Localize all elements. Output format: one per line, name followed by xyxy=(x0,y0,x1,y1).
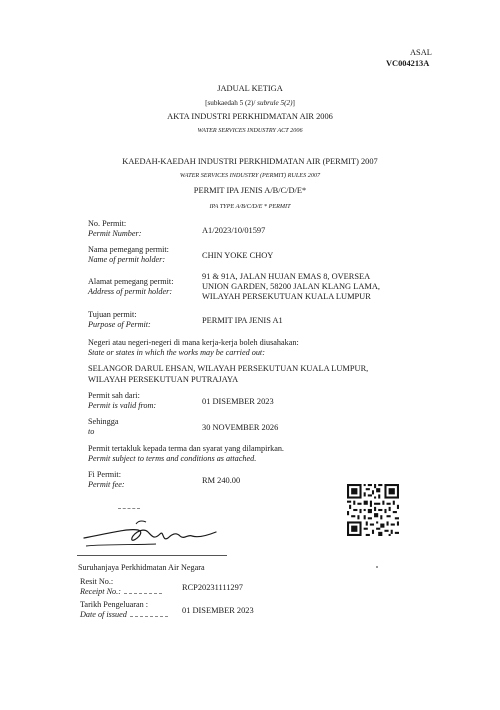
serial-number: VC004213A xyxy=(386,59,430,68)
valid-to-value: 30 NOVEMBER 2026 xyxy=(202,423,279,432)
issue-label-en: Date of issued xyxy=(80,610,127,619)
qr-code-icon xyxy=(347,484,399,536)
fee-label-bm: Fi Permit: xyxy=(88,470,121,479)
conditions-en: Permit subject to terms and conditions as attached. xyxy=(88,454,257,463)
holder-label-en: Name of permit holder: xyxy=(88,255,166,264)
valid-from-label-bm: Permit sah dari: xyxy=(88,391,140,400)
issue-label-bm: Tarikh Pengeluaran : xyxy=(80,600,149,609)
rules-title-en: WATER SERVICES INDUSTRY (PERMIT) RULES 2007 xyxy=(179,172,321,179)
authority-name: Suruhanjaya Perkhidmatan Air Negara xyxy=(78,563,205,572)
permit-type-bm: PERMIT IPA JENIS A/B/C/D/E* xyxy=(193,186,307,195)
address-label-en: Address of permit holder: xyxy=(88,287,173,296)
permit-number-label-bm: No. Permit: xyxy=(88,219,127,228)
scan-speck xyxy=(376,566,378,568)
fee-label-en: Permit fee: xyxy=(88,480,125,489)
states-line: WILAYAH PERSEKUTUAN PUTRAJAYA xyxy=(88,375,239,384)
act-title-en: WATER SERVICES INDUSTRY ACT 2006 xyxy=(197,127,303,134)
purpose-label-en: Purpose of Permit: xyxy=(88,320,151,329)
permit-number-value: A1/2023/10/01597 xyxy=(202,226,266,235)
address-line: WILAYAH PERSEKUTUAN KUALA LUMPUR xyxy=(202,292,371,301)
address-label-bm: Alamat pemegang permit: xyxy=(88,277,174,286)
receipt-label-bm: Resit No.: xyxy=(80,577,114,586)
act-title-bm: AKTA INDUSTRI PERKHIDMATAN AIR 2006 xyxy=(167,112,333,121)
receipt-label-en: Receipt No.: xyxy=(80,587,121,596)
permit-type-en: IPA TYPE A/B/C/D/E * PERMIT xyxy=(209,203,291,210)
states-label-bm: Negeri atau negeri-negeri di mana kerja-kerja boleh diusahakan: xyxy=(88,338,299,347)
subrule-reference: [subkaedah 5 (2)/ subrule 5(2)] xyxy=(205,99,295,107)
signature-icon xyxy=(76,512,226,554)
rules-title-bm: KAEDAH-KAEDAH INDUSTRI PERKHIDMATAN AIR (PERMIT) 2007 xyxy=(122,157,378,166)
signature-dash xyxy=(118,508,140,509)
issue-value: 01 DISEMBER 2023 xyxy=(182,606,254,615)
states-line: SELANGOR DARUL EHSAN, WILAYAH PERSEKUTUAN KUALA LUMPUR, xyxy=(88,364,369,373)
valid-to-label-bm: Sehingga xyxy=(88,417,119,426)
receipt-dash xyxy=(124,593,162,594)
purpose-label-bm: Tujuan permit: xyxy=(88,310,137,319)
valid-to-label-en: to xyxy=(88,427,95,436)
receipt-value: RCP20231111297 xyxy=(182,583,243,592)
purpose-value: PERMIT IPA JENIS A1 xyxy=(202,316,283,325)
address-line: 91 & 91A, JALAN HUJAN EMAS 8, OVERSEA xyxy=(202,272,371,281)
states-label-en: State or states in which the works may be carried out: xyxy=(88,348,265,357)
permit-number-label-en: Permit Number: xyxy=(88,229,142,238)
signature-line xyxy=(77,555,227,556)
schedule-title: JADUAL KETIGA xyxy=(217,84,283,93)
valid-from-value: 01 DISEMBER 2023 xyxy=(202,397,274,406)
holder-label-bm: Nama pemegang permit: xyxy=(88,245,169,254)
issue-dash xyxy=(130,616,168,617)
copy-mark: ASAL xyxy=(410,48,432,57)
address-line: UNION GARDEN, 58200 JALAN KLANG LAMA, xyxy=(202,282,380,291)
valid-from-label-en: Permit is valid from: xyxy=(88,401,157,410)
holder-value: CHIN YOKE CHOY xyxy=(202,251,274,260)
conditions-bm: Permit tertakluk kepada terma dan syarat yang dilampirkan. xyxy=(88,444,284,453)
fee-value: RM 240.00 xyxy=(202,476,241,485)
